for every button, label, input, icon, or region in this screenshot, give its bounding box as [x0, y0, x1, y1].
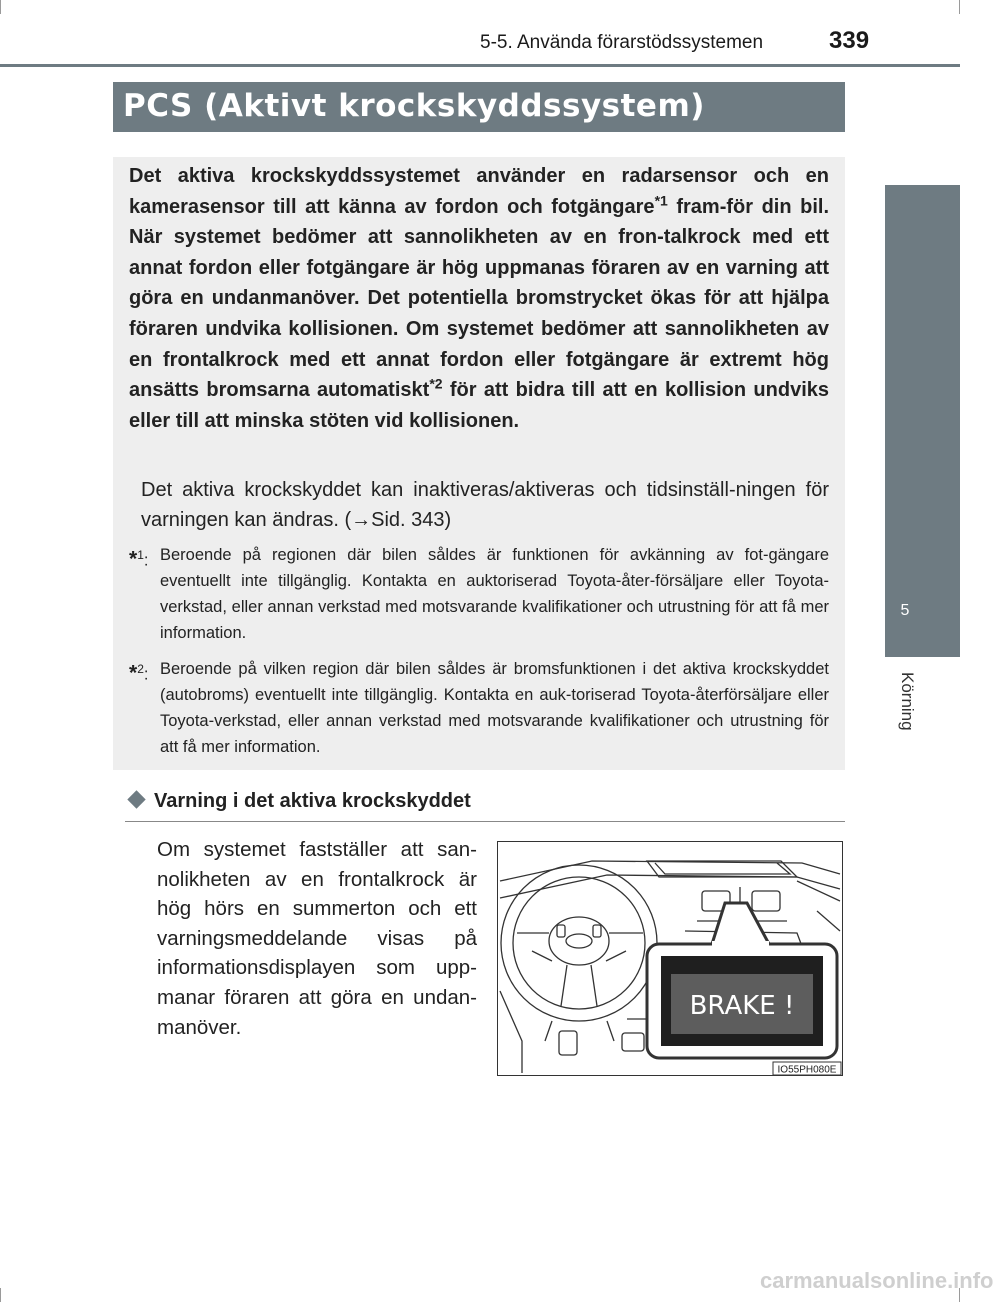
- title-bar: [113, 82, 845, 132]
- footnote-ref-2: *2: [429, 375, 443, 392]
- intro-normal-text: Det aktiva krockskyddet kan inaktiveras/aktiveras och tidsinställ-ningen för varningen kan ändras. (→Sid. 343): [141, 479, 829, 531]
- dashboard-drawing: [497, 841, 843, 1076]
- footnote-1: [129, 542, 829, 646]
- section-header: 5-5. Använda förarstödssystemen: [480, 32, 764, 53]
- figure-code: IO55PH080E: [777, 1064, 837, 1076]
- page-title: PCS (Aktivt krockskyddssystem): [123, 88, 705, 124]
- page-number: 339: [829, 27, 870, 54]
- intro-text-1: Det aktiva krockskyddssystemet använder en radarsensor och en kamerasensor till att känna av fordon och fotgängare: [129, 165, 829, 218]
- intro-bold-text: [129, 161, 829, 436]
- crop-mark: [959, 0, 960, 14]
- brake-warning-message: BRAKE !: [689, 991, 795, 1021]
- chapter-tab: [885, 185, 960, 657]
- intro-box: [113, 157, 845, 770]
- chapter-number: 5: [900, 602, 910, 619]
- subheading: [130, 790, 471, 813]
- footnote-number: 1: [137, 548, 144, 562]
- intro-text-2: fram-för din bil. När systemet bedömer att sannolikheten av en fron-talkrock med ett annat fordon eller fotgängare är hög uppmanas föraren av en varning att göra en undanmanöver. Det potentiella bromstrycket ökas för att hjälpa föraren undvika kollisionen. Om systemet bedömer att sannolikheten av en frontalkrock med ett annat fordon eller fotgängare är extremt hög ansätts bromsarna automatiskt: [129, 195, 830, 402]
- dashboard-illustration: [497, 841, 843, 1076]
- crop-mark: [0, 1288, 1, 1302]
- body-text: Om systemet fastställer att san-nolikheten av en frontalkrock är hög hörs en summerton och ett varningsmeddelande visas på informationsdisplayen som upp-manar föraren att göra en undan-manöver.: [157, 838, 477, 1039]
- subheading-text: Varning i det aktiva krockskyddet: [154, 790, 471, 812]
- footnote-star: *: [129, 661, 138, 685]
- footnote-marker: *$^2$:: [129, 661, 149, 685]
- watermark: carmanualsonline.info: [760, 1268, 994, 1293]
- crop-mark: [0, 0, 1, 14]
- footnote-star: *: [129, 547, 138, 571]
- footnote-2: [129, 656, 829, 760]
- footnote-ref-1: *1: [654, 191, 668, 208]
- subheading-rule: [125, 821, 845, 822]
- footnote-number: 2: [137, 662, 144, 676]
- footnote-marker: *$^1$:: [129, 547, 149, 571]
- footnote-text: Beroende på regionen där bilen såldes är funktionen för avkänning av fot-gängare eventuellt inte tillgänglig. Kontakta en auktoriserad Toyota-åter-försäljare eller Toyota-verkstad, eller annan verkstad med motsvarande kvalifikationer och utrustning för att få mer information.: [160, 546, 829, 642]
- chapter-label: Körning: [898, 672, 917, 731]
- header-rule: [0, 64, 960, 67]
- diamond-icon: [127, 790, 145, 808]
- intro-text-3: för att bidra till att en kollision undviks eller till att minska stöten vid kollisionen.: [129, 379, 829, 432]
- footnote-text: Beroende på vilken region där bilen såldes är bromsfunktionen i det aktiva krockskyddet (autobroms) eventuellt inte tillgänglig. Kontakta en auk-toriserad Toyota-återförsäljare eller Toyota-verkstad, eller annan verkstad med motsvarande kvalifikationer och utrustning för att få mer information.: [160, 660, 829, 756]
